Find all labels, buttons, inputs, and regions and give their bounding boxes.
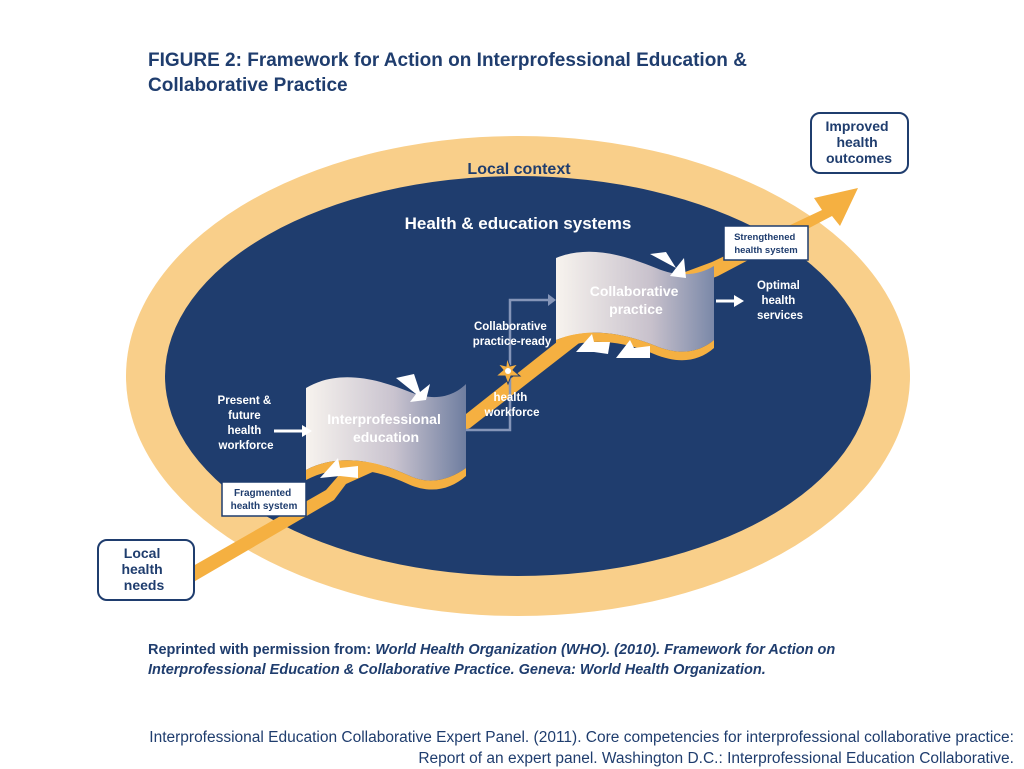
local-health-needs-box (98, 540, 194, 600)
ready-label-top: Collaborative practice-ready (472, 321, 552, 348)
svg-text:Fragmented health system: Fragmented health system (230, 488, 298, 512)
footer-line2: Report of an expert panel. Washington D.C.: Interprofessional Education Collaborative. (418, 750, 1014, 767)
source-footer (0, 727, 1014, 769)
figure-title-line1: FIGURE 2: Framework for Action on Interprofessional Education & (148, 50, 747, 71)
cp-label: Collaborative practice (589, 283, 679, 317)
optimal-services-label: Optimal health services (756, 280, 804, 322)
credit-citation: World Health Organization (WHO). (2010). Framework for Action on Interprofessional Education & Collaborative Practice. Geneva: World Health Organization. (148, 642, 836, 678)
reprint-credit (148, 641, 888, 680)
systems-label: Health & education systems (404, 214, 632, 233)
svg-text:Improved health ou: Improved health outcomes (825, 118, 893, 166)
ipe-label: Interprofessional education (327, 411, 441, 445)
improved-outcomes-box (811, 113, 908, 173)
svg-text:Strengthened health syst: Strengthened health system (734, 232, 798, 256)
credit-prefix: Reprinted with permission from: (148, 642, 376, 658)
fragmented-system-box (222, 482, 306, 516)
svg-text:Local health needs: Local health needs (121, 545, 165, 593)
figure-title-line2: Collaborative Practice (148, 75, 348, 96)
strengthened-system-box (724, 226, 808, 260)
footer-line1: Interprofessional Education Collaborative Expert Panel. (2011). Core competencies for interprofessional collaborative practice: (149, 729, 1014, 746)
local-context-label: Local context (467, 161, 571, 178)
workforce-input-label: Present & future health workforce (217, 395, 274, 452)
ready-label-bottom: health workforce (484, 392, 540, 419)
